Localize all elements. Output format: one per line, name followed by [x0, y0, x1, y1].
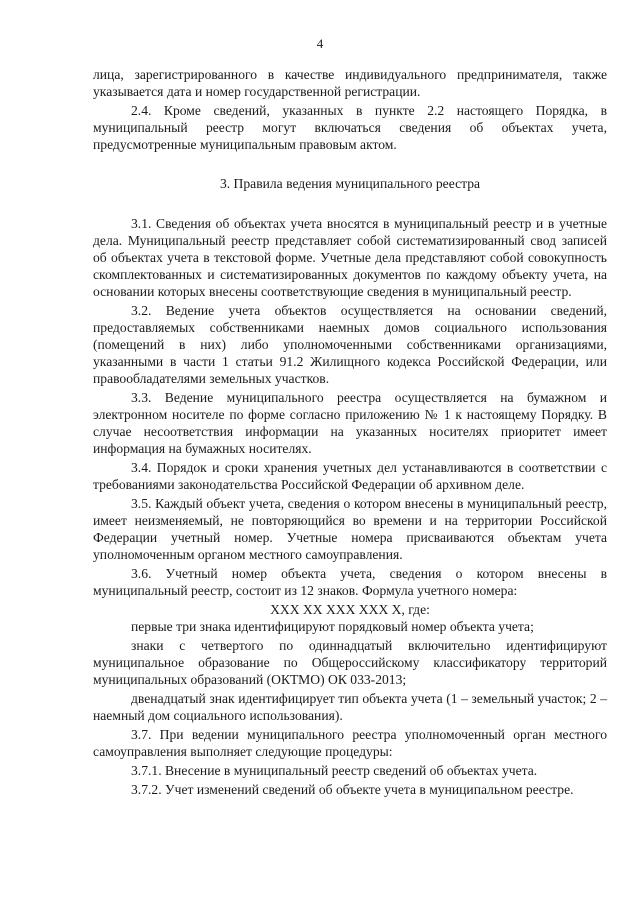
paragraph-3-1: 3.1. Сведения об объектах учета вносятся в муниципальный реестр и в учетные дела. Муниципальный реестр представляет собой систематизированный свод записей об объектах учета в текстовой форме. Учетные дела представляют собой совокупность скомплектованных и систематизированных документов по каждому объекту учета, на основании которых внесены соответствующие сведения в муниципальный реестр. — [93, 216, 607, 299]
paragraph-digit-12: двенадцатый знак идентифицирует тип объекта учета (1 – земельный участок; 2 – наемный дом социального использования). — [93, 691, 607, 723]
paragraph-3-5: 3.5. Каждый объект учета, сведения о котором внесены в муниципальный реестр, имеет неизменяемый, не повторяющийся во времени и на территории Российской Федерации учетный номер. Учетные номера присваиваются объектам учета уполномоченным органом местного самоуправления. — [93, 496, 607, 562]
paragraph-3-2: 3.2. Ведение учета объектов осуществляется на основании сведений, предоставляемых собственниками наемных домов социального использования (помещений в них) либо уполномоченными собственниками организациями, указанными в части 1 статьи 91.2 Жилищного кодекса Российской Федерации, или правообладателями земельных участков. — [93, 303, 607, 386]
paragraph-3-3: 3.3. Ведение муниципального реестра осуществляется на бумажном и электронном носителе по форме согласно приложению № 1 к настоящему Порядку. В случае несоответствия информации на указанных носителях приоритет имеет информация на бумажных носителях. — [93, 390, 607, 456]
paragraph-continuation: лица, зарегистрированного в качестве индивидуального предпринимателя, также указывается дата и номер государственной регистрации. — [93, 67, 607, 99]
document-body — [93, 66, 607, 800]
paragraph-3-6: 3.6. Учетный номер объекта учета, сведения о котором внесены в муниципальный реестр, состоит из 12 знаков. Формула учетного номера: — [93, 566, 607, 598]
section-3-body — [93, 215, 607, 798]
paragraph-3-4: 3.4. Порядок и сроки хранения учетных дел устанавливаются в соответствии с требованиями законодательства Российской Федерации об архивном деле. — [93, 460, 607, 492]
page-number: 4 — [316, 36, 324, 51]
paragraph-3-7: 3.7. При ведении муниципального реестра уполномоченный орган местного самоуправления выполняет следующие процедуры: — [93, 727, 607, 759]
paragraph-3-7-2: 3.7.2. Учет изменений сведений об объекте учета в муниципальном реестре. — [131, 782, 574, 797]
paragraph-3-7-1: 3.7.1. Внесение в муниципальный реестр сведений об объектах учета. — [131, 763, 538, 778]
paragraph-digits-4-11: знаки с четвертого по одиннадцатый включительно идентифицируют муниципальное образование по Общероссийскому классификатору территорий муниципальных образований (ОКТМО) ОК 033-2013; — [93, 638, 607, 687]
paragraph-2-4: 2.4. Кроме сведений, указанных в пункте 2.2 настоящего Порядка, в муниципальный реестр могут включаться сведения об объектах учета, предусмотренные муниципальным правовым актом. — [93, 103, 607, 152]
paragraph-digits-1-3: первые три знака идентифицируют порядковый номер объекта учета; — [131, 619, 534, 634]
account-number-formula: XXX XX XXX XXX X, где: — [270, 602, 430, 617]
section-3-title: 3. Правила ведения муниципального реестра — [219, 176, 481, 191]
